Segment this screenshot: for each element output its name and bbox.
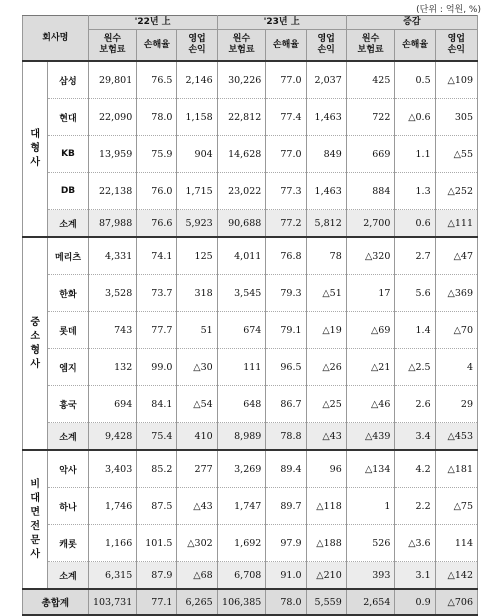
table-cell: 103,731 (88, 589, 137, 615)
table-cell: 318 (177, 275, 217, 312)
table-cell: 74.1 (137, 237, 177, 275)
table-cell: △0.6 (395, 99, 435, 136)
table-cell: 22,812 (217, 99, 266, 136)
table-cell: △111 (435, 210, 477, 238)
table-cell: 29 (435, 386, 477, 423)
table-cell: 849 (306, 136, 346, 173)
table-cell: △188 (306, 525, 346, 562)
table-cell: 2,700 (346, 210, 395, 238)
table-cell: 1,158 (177, 99, 217, 136)
table-cell: 884 (346, 173, 395, 210)
company-name: 캐롯 (48, 525, 88, 562)
table-cell: 97.9 (266, 525, 306, 562)
table-cell: △2.5 (395, 349, 435, 386)
table-cell: 77.0 (266, 136, 306, 173)
subtotal-row (23, 562, 478, 590)
table-cell: 393 (346, 562, 395, 590)
table-cell: 91.0 (266, 562, 306, 590)
total-label: 총합계 (23, 589, 89, 615)
table-cell: 6,315 (88, 562, 137, 590)
table-cell: △70 (435, 312, 477, 349)
subheader-premium: 원수 보험료 (346, 30, 395, 62)
table-cell: △109 (435, 61, 477, 99)
table-cell: △46 (346, 386, 395, 423)
table-cell: 1 (346, 488, 395, 525)
table-cell: 51 (177, 312, 217, 349)
table-cell: 648 (217, 386, 266, 423)
table-cell: 76.0 (137, 173, 177, 210)
table-cell: 4 (435, 349, 477, 386)
unit-label: (단위 : 억원, %) (416, 5, 481, 15)
table-cell: 13,959 (88, 136, 137, 173)
table-row (23, 525, 478, 562)
table-cell: 743 (88, 312, 137, 349)
table-cell: △30 (177, 349, 217, 386)
table-cell: 1,463 (306, 99, 346, 136)
table-cell: 0.5 (395, 61, 435, 99)
table-cell: 22,090 (88, 99, 137, 136)
table-row (23, 173, 478, 210)
table-cell: 79.1 (266, 312, 306, 349)
subheader-loss-ratio: 손해율 (395, 30, 435, 62)
table-cell: △252 (435, 173, 477, 210)
table-cell: 85.2 (137, 450, 177, 488)
table-cell: 96 (306, 450, 346, 488)
table-cell: 722 (346, 99, 395, 136)
table-cell: 3,545 (217, 275, 266, 312)
period-23-header: '23년 上 (217, 16, 346, 30)
company-name: 메리츠 (48, 237, 88, 275)
table-cell: 78.0 (137, 99, 177, 136)
subheader-premium: 원수 보험료 (88, 30, 137, 62)
table-cell: 5,559 (306, 589, 346, 615)
table-cell: △68 (177, 562, 217, 590)
table-cell: 99.0 (137, 349, 177, 386)
table-cell: △439 (346, 423, 395, 451)
table-row (23, 386, 478, 423)
subheader-op-profit: 영업 손익 (177, 30, 217, 62)
table-cell: 6,708 (217, 562, 266, 590)
subheader-loss-ratio: 손해율 (137, 30, 177, 62)
table-row (23, 275, 478, 312)
table-cell: 8,989 (217, 423, 266, 451)
subheader-op-profit: 영업 손익 (435, 30, 477, 62)
table-cell: 87.9 (137, 562, 177, 590)
table-cell: 2.6 (395, 386, 435, 423)
table-cell: 84.1 (137, 386, 177, 423)
table-cell: 77.2 (266, 210, 306, 238)
subheader-op-profit: 영업 손익 (306, 30, 346, 62)
table-cell: 17 (346, 275, 395, 312)
table-cell: 3.1 (395, 562, 435, 590)
company-name: KB (48, 136, 88, 173)
table-cell: 3,269 (217, 450, 266, 488)
table-cell: 2,146 (177, 61, 217, 99)
table-cell: 3,403 (88, 450, 137, 488)
table-cell: 3.4 (395, 423, 435, 451)
table-cell: △302 (177, 525, 217, 562)
company-name: 엠지 (48, 349, 88, 386)
table-cell: 79.3 (266, 275, 306, 312)
company-name: 현대 (48, 99, 88, 136)
table-cell: △47 (435, 237, 477, 275)
group-label: 비 대 면 전 문 사 (23, 450, 48, 589)
table-cell: △43 (306, 423, 346, 451)
table-row (23, 312, 478, 349)
table-cell: △369 (435, 275, 477, 312)
table-cell: 78 (306, 237, 346, 275)
table-cell: 77.0 (266, 61, 306, 99)
table-cell: 5,812 (306, 210, 346, 238)
total-row (23, 589, 478, 615)
table-cell: △25 (306, 386, 346, 423)
table-cell: 0.9 (395, 589, 435, 615)
table-cell: 1,463 (306, 173, 346, 210)
table-cell: △453 (435, 423, 477, 451)
table-cell: △19 (306, 312, 346, 349)
table-cell: 1,715 (177, 173, 217, 210)
table-cell: 73.7 (137, 275, 177, 312)
table-cell: 1,692 (217, 525, 266, 562)
table-row (23, 488, 478, 525)
table-cell: 1,166 (88, 525, 137, 562)
table-cell: 76.5 (137, 61, 177, 99)
subtotal-row (23, 210, 478, 238)
table-cell: 6,265 (177, 589, 217, 615)
table-cell: 14,628 (217, 136, 266, 173)
table-cell: 87.5 (137, 488, 177, 525)
table-cell: 106,385 (217, 589, 266, 615)
table-cell: 75.4 (137, 423, 177, 451)
company-name: 한화 (48, 275, 88, 312)
table-cell: 89.7 (266, 488, 306, 525)
table-cell: 29,801 (88, 61, 137, 99)
company-name: 하나 (48, 488, 88, 525)
table-cell: 77.3 (266, 173, 306, 210)
table-cell: 23,022 (217, 173, 266, 210)
table-cell: 86.7 (266, 386, 306, 423)
period-22-header: '22년 上 (88, 16, 217, 30)
table-row (23, 136, 478, 173)
table-cell: 0.6 (395, 210, 435, 238)
table-cell: 410 (177, 423, 217, 451)
company-name: 롯데 (48, 312, 88, 349)
table-row (23, 349, 478, 386)
table-cell: 101.5 (137, 525, 177, 562)
table-cell: 78.8 (266, 423, 306, 451)
table-cell: 77.1 (137, 589, 177, 615)
table-cell: 114 (435, 525, 477, 562)
subheader-premium: 원수 보험료 (217, 30, 266, 62)
table-cell: 111 (217, 349, 266, 386)
table-cell: 2,037 (306, 61, 346, 99)
table-cell: 4,331 (88, 237, 137, 275)
table-cell: 1,747 (217, 488, 266, 525)
table-cell: 89.4 (266, 450, 306, 488)
table-cell: △3.6 (395, 525, 435, 562)
company-name: DB (48, 173, 88, 210)
table-cell: △43 (177, 488, 217, 525)
table-row (23, 61, 478, 99)
table-cell: 1.3 (395, 173, 435, 210)
table-row (23, 99, 478, 136)
subheader-loss-ratio: 손해율 (266, 30, 306, 62)
group-label: 대 형 사 (23, 61, 48, 237)
table-cell: 77.7 (137, 312, 177, 349)
table-cell: △75 (435, 488, 477, 525)
table-cell: 125 (177, 237, 217, 275)
table-cell: △320 (346, 237, 395, 275)
table-cell: △55 (435, 136, 477, 173)
table-cell: 4,011 (217, 237, 266, 275)
table-cell: 2.7 (395, 237, 435, 275)
table-cell: 674 (217, 312, 266, 349)
table-cell: △210 (306, 562, 346, 590)
company-header: 회사명 (23, 16, 89, 62)
table-cell: 2.2 (395, 488, 435, 525)
table-cell: 694 (88, 386, 137, 423)
subtotal-label: 소계 (48, 423, 88, 451)
table-cell: 669 (346, 136, 395, 173)
table-cell: △51 (306, 275, 346, 312)
table-cell: 22,138 (88, 173, 137, 210)
table-cell: △26 (306, 349, 346, 386)
table-cell: 425 (346, 61, 395, 99)
table-cell: 87,988 (88, 210, 137, 238)
table-cell: 76.6 (137, 210, 177, 238)
table-cell: △706 (435, 589, 477, 615)
table-cell: 96.5 (266, 349, 306, 386)
table-cell: △54 (177, 386, 217, 423)
table-cell: 132 (88, 349, 137, 386)
table-cell: 2,654 (346, 589, 395, 615)
group-label: 중 소 형 사 (23, 237, 48, 450)
table-cell: △69 (346, 312, 395, 349)
table-cell: 5.6 (395, 275, 435, 312)
table-cell: △118 (306, 488, 346, 525)
table-cell: 1.1 (395, 136, 435, 173)
company-name: 삼성 (48, 61, 88, 99)
table-cell: 277 (177, 450, 217, 488)
table-cell: 1,746 (88, 488, 137, 525)
subtotal-row (23, 423, 478, 451)
table-cell: 526 (346, 525, 395, 562)
subtotal-label: 소계 (48, 562, 88, 590)
table-cell: 4.2 (395, 450, 435, 488)
table-cell: 305 (435, 99, 477, 136)
table-cell: 77.4 (266, 99, 306, 136)
change-header: 증감 (346, 16, 477, 30)
table-cell: 30,226 (217, 61, 266, 99)
table-cell: 75.9 (137, 136, 177, 173)
table-cell: 904 (177, 136, 217, 173)
table-cell: 76.8 (266, 237, 306, 275)
table-cell: 1.4 (395, 312, 435, 349)
table-cell: △181 (435, 450, 477, 488)
table-row (23, 237, 478, 275)
table-cell: △142 (435, 562, 477, 590)
table-row (23, 450, 478, 488)
table-cell: 9,428 (88, 423, 137, 451)
subtotal-label: 소계 (48, 210, 88, 238)
table-cell: △21 (346, 349, 395, 386)
table-cell: 90,688 (217, 210, 266, 238)
table-cell: 78.0 (266, 589, 306, 615)
company-name: 악사 (48, 450, 88, 488)
table-cell: 5,923 (177, 210, 217, 238)
company-name: 흥국 (48, 386, 88, 423)
table-cell: 3,528 (88, 275, 137, 312)
loss-ratio-table (22, 15, 478, 616)
table-cell: △134 (346, 450, 395, 488)
